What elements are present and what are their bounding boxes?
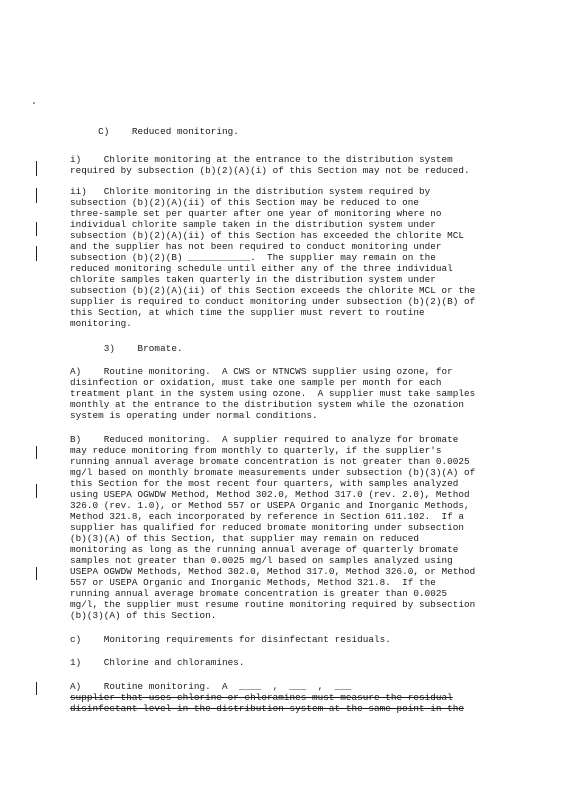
section-heading: 3) Bromate.	[70, 343, 183, 354]
change-bar	[36, 484, 37, 498]
text-line: subsection (b)(2)(A)(ii) of this Section has exceeded the chlorite MCL	[70, 230, 465, 241]
change-bar	[36, 567, 37, 580]
text-line: subsection (b)(2)(A)(ii) of this Section may be reduced to one	[70, 197, 419, 208]
text-line: running annual average bromate concentration is not greater than 0.0025	[70, 456, 470, 467]
text-line: (b)(3)(A) of this Section, that supplier may remain on reduced	[70, 533, 419, 544]
text-line: may reduce monitoring from monthly to quarterly, if the supplier's	[70, 445, 442, 456]
text-line: 557 or USEPA Organic and Inorganic Methods, Method 321.8. If the	[70, 577, 436, 588]
text-line: this Section for the most recent four quarters, with samples analyzed	[70, 478, 459, 489]
text-line: supplier that uses chlorine or chloramines must measure the residual	[70, 692, 453, 703]
text-line: running annual average bromate concentration is greater than 0.0025	[70, 588, 448, 599]
change-bar	[36, 246, 37, 261]
text-line: supplier has qualified for reduced bromate monitoring under subsection	[70, 522, 465, 533]
text-line: system is operating under normal conditions.	[70, 410, 318, 421]
text-line: reduced monitoring schedule until either any of the three individual	[70, 263, 453, 274]
text-line: A) Routine monitoring. A CWS or NTNCWS supplier using ozone, for	[70, 366, 453, 377]
scan-speck	[33, 102, 35, 104]
text-line: Method 321.8, each incorporated by reference in Section 611.102. If a	[70, 511, 465, 522]
text-line: i) Chlorite monitoring at the entrance to the distribution system	[70, 154, 453, 165]
text-line: samples not greater than 0.0025 mg/l based on samples analyzed using	[70, 555, 453, 566]
text-line: c) Monitoring requirements for disinfectant residuals.	[70, 634, 391, 645]
text-line: 326.0 (rev. 1.0), or Method 557 or USEPA Organic and Inorganic Methods,	[70, 500, 470, 511]
text-line: USEPA OGWDW Methods, Method 302.0, Method 317.0, Method 326.0, or Method	[70, 566, 476, 577]
text-line: this Section, at which time the supplier must revert to routine	[70, 307, 425, 318]
text-line: supplier is required to conduct monitoring under subsection (b)(2)(B) of	[70, 296, 476, 307]
text-line: individual chlorite sample taken in the distribution system under	[70, 219, 436, 230]
change-bar	[36, 222, 37, 236]
text-line: three-sample set per quarter after one year of monitoring where no	[70, 208, 442, 219]
text-line: and the supplier has not been required to conduct monitoring under	[70, 241, 442, 252]
text-line: 1) Chlorine and chloramines.	[70, 657, 245, 668]
text-line: monitoring as long as the running annual average of quarterly bromate	[70, 544, 459, 555]
text-line: subsection (b)(2)(B) ___________. The supplier may remain on the	[70, 252, 436, 263]
text-line: monthly at the entrance to the distribution system while the ozonation	[70, 399, 465, 410]
text-line: (b)(3)(A) of this Section.	[70, 610, 217, 621]
text-line: C) Reduced monitoring.	[70, 126, 239, 137]
text-line: subsection (b)(2)(A)(ii) of this Section exceeds the chlorite MCL or the	[70, 285, 476, 296]
text-line: monitoring.	[70, 318, 132, 329]
text-line: disinfection or oxidation, must take one sample per month for each	[70, 377, 442, 388]
text-line: B) Reduced monitoring. A supplier required to analyze for bromate	[70, 434, 459, 445]
text-line: required by subsection (b)(2)(A)(i) of this Section may not be reduced.	[70, 165, 470, 176]
change-bar	[36, 188, 37, 203]
change-bar	[36, 446, 37, 459]
change-bar	[36, 682, 37, 695]
text-line: ii) Chlorite monitoring in the distribution system required by	[70, 186, 431, 197]
text-line: mg/l based on monthly bromate measurements under subsection (b)(3)(A) of	[70, 467, 476, 478]
text-line: chlorite samples taken quarterly in the distribution system under	[70, 274, 436, 285]
text-line: mg/l, the supplier must resume routine monitoring required by subsection	[70, 599, 476, 610]
text-line: using USEPA OGWDW Method, Method 302.0, Method 317.0 (rev. 2.0), Method	[70, 489, 470, 500]
change-bar	[36, 161, 37, 176]
text-line: treatment plant in the system using ozone. A supplier must take samples	[70, 388, 476, 399]
text-line: A) Routine monitoring. A ____ , ___ , ___	[70, 681, 352, 692]
text-line: disinfectant level in the distribution system at the same point in the	[70, 703, 465, 714]
